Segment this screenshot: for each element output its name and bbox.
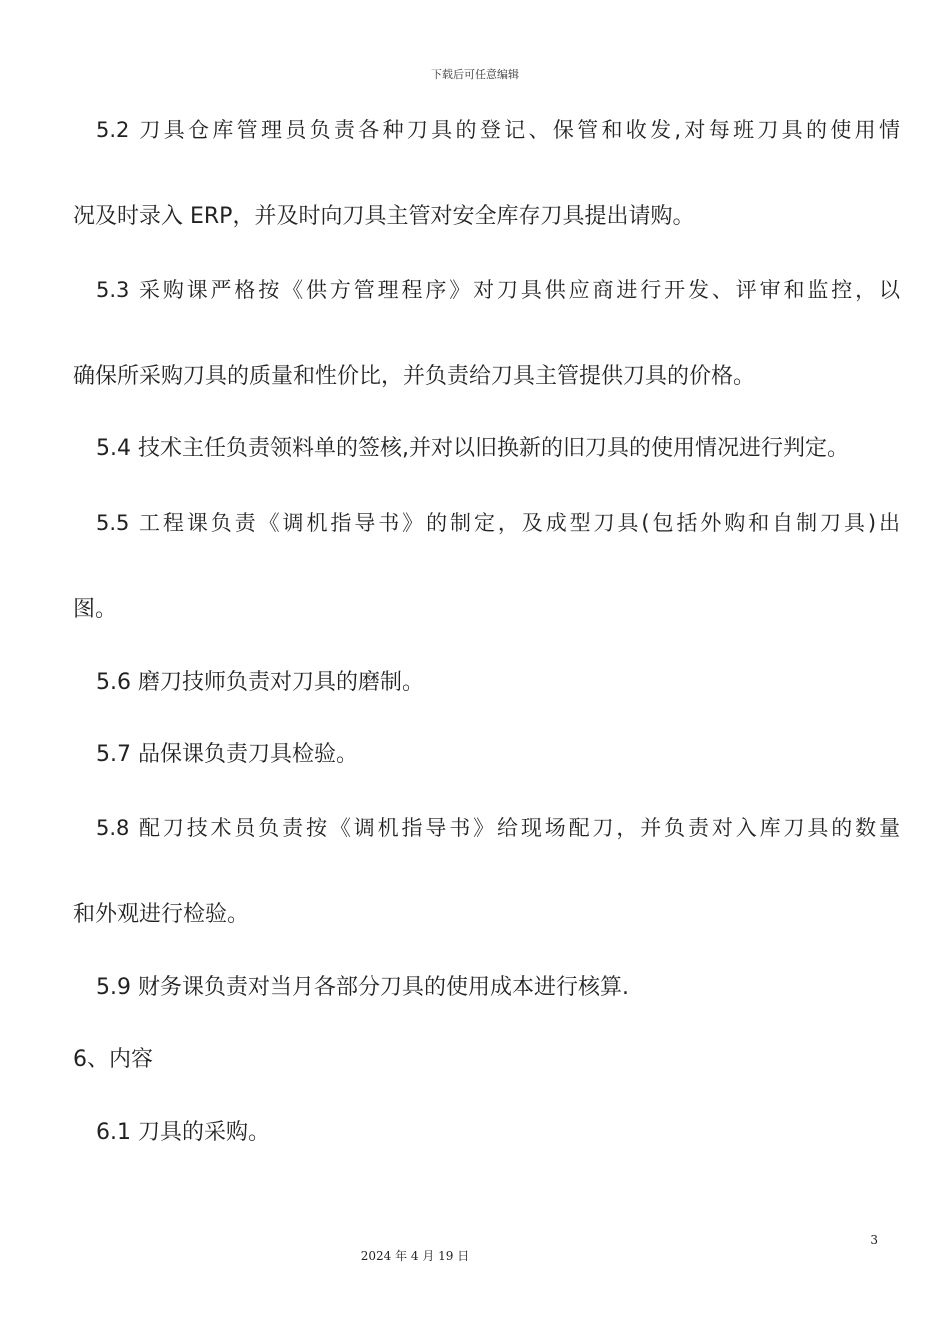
page-number: 3 — [870, 1233, 878, 1247]
paragraph-5-8-line-2: 和外观进行检验。 — [73, 902, 250, 927]
page-footer-date: 2024 年 4 月 19 日 — [360, 1249, 470, 1263]
paragraph-5-3-line-1: 5.3 采购课严格按《供方管理程序》对刀具供应商进行开发、评审和监控，以 — [96, 278, 900, 302]
paragraph-5-5-line-2: 图。 — [73, 597, 118, 622]
paragraph-5-4: 5.4 技术主任负责领料单的签核,并对以旧换新的旧刀具的使用情况进行判定。 — [96, 436, 849, 461]
paragraph-6-1: 6.1 刀具的采购。 — [96, 1120, 270, 1145]
paragraph-5-6: 5.6 磨刀技师负责对刀具的磨制。 — [96, 670, 424, 695]
paragraph-5-2-line-2: 况及时录入 ERP，并及时向刀具主管对安全库存刀具提出请购。 — [73, 204, 695, 229]
section-heading-6: 6、内容 — [73, 1047, 153, 1072]
paragraph-5-3-line-2: 确保所采购刀具的质量和性价比，并负责给刀具主管提供刀具的价格。 — [73, 364, 756, 389]
paragraph-5-5-line-1: 5.5 工程课负责《调机指导书》的制定，及成型刀具(包括外购和自制刀具)出 — [96, 511, 900, 535]
paragraph-5-8-line-1: 5.8 配刀技术员负责按《调机指导书》给现场配刀，并负责对入库刀具的数量 — [96, 816, 900, 840]
paragraph-5-2-line-1: 5.2 刀具仓库管理员负责各种刀具的登记、保管和收发,对每班刀具的使用情 — [96, 118, 900, 142]
paragraph-5-9: 5.9 财务课负责对当月各部分刀具的使用成本进行核算. — [96, 975, 629, 1000]
page-header: 下载后可任意编辑 — [431, 68, 519, 81]
paragraph-5-7: 5.7 品保课负责刀具检验。 — [96, 742, 358, 767]
